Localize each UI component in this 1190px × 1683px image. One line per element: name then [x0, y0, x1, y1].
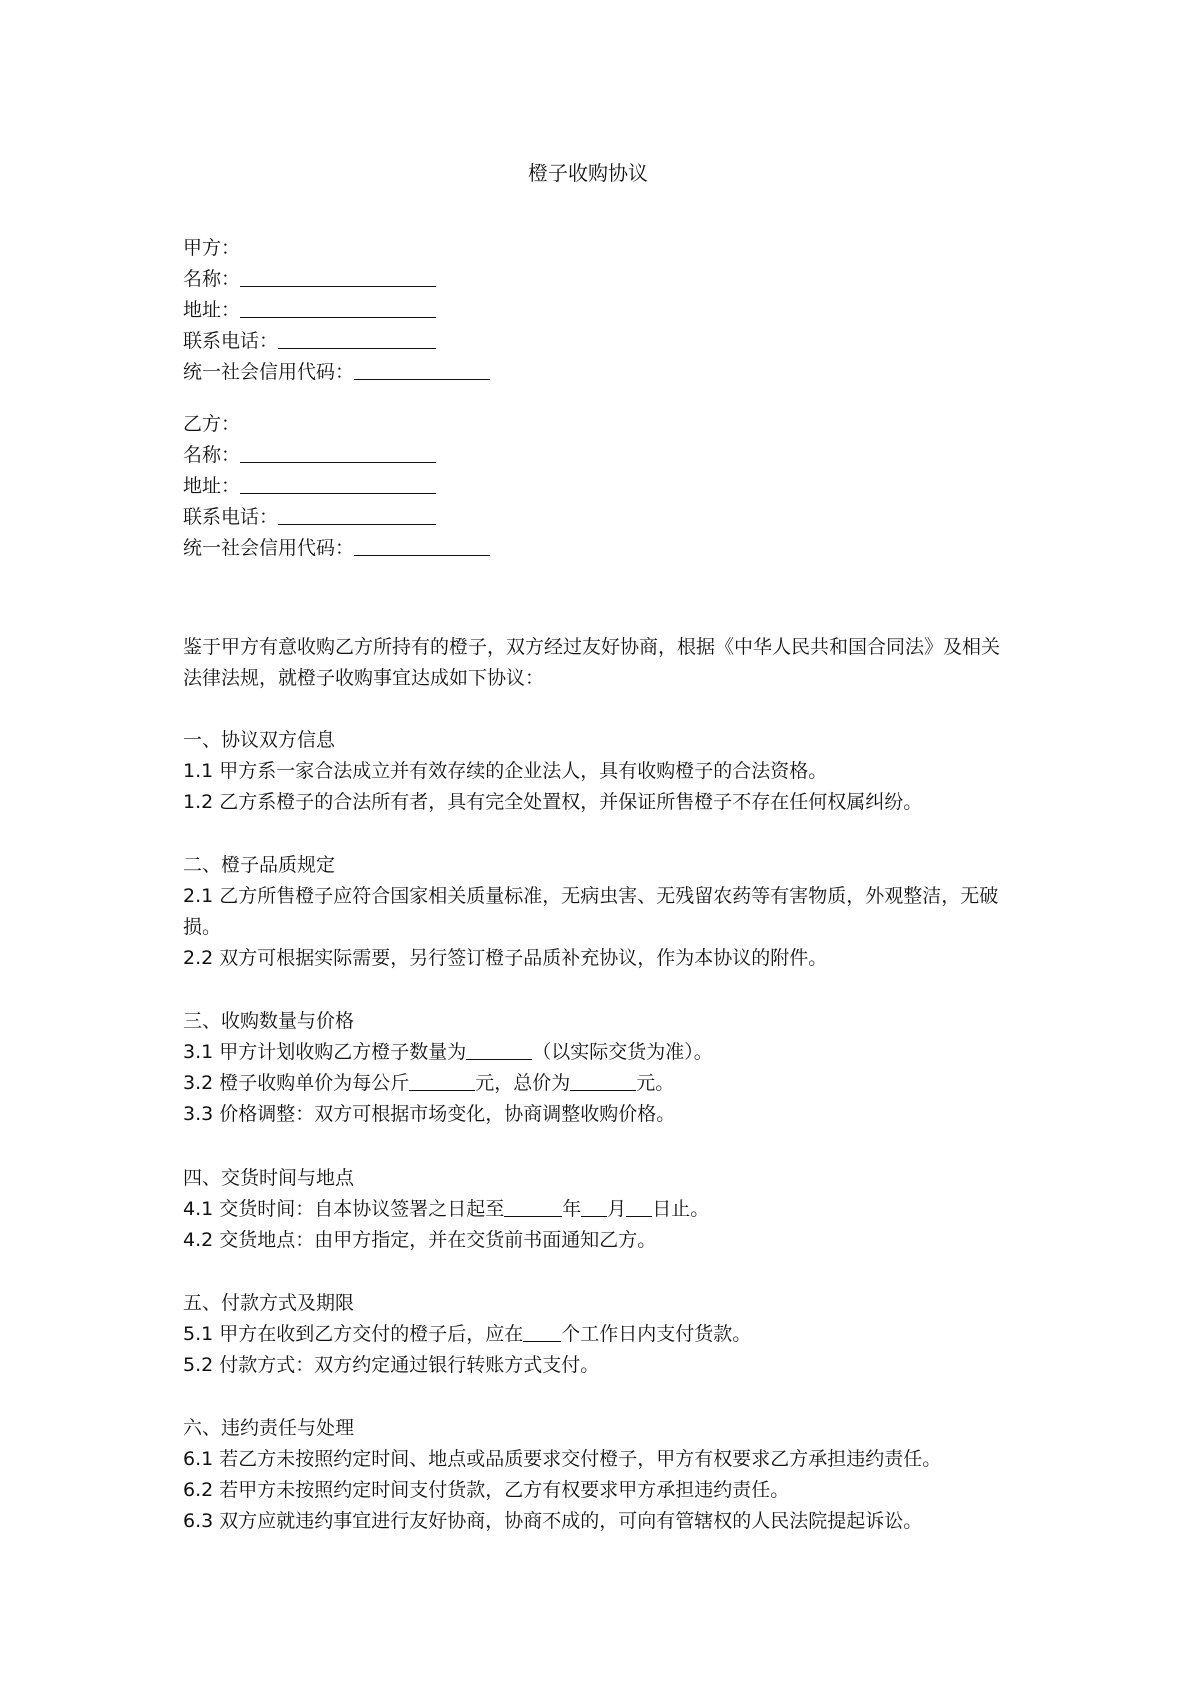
party-b-name-label: 名称： — [183, 444, 241, 466]
party-a-name-row — [183, 264, 1033, 295]
preamble-text: 鉴于甲方有意收购乙方所持有的橙子，双方经过友好协商，根据《中华人民共和国合同法》及相关法律法规，就橙子收购事宜达成如下协议： — [183, 636, 1001, 689]
clause-3-2-text-a: 3.2 橙子收购单价为每公斤 — [183, 1072, 410, 1094]
party-b-name-blank[interactable] — [240, 440, 436, 463]
party-b-address-label: 地址： — [183, 475, 241, 497]
party-a-credit-label: 统一社会信用代码： — [183, 361, 355, 383]
party-a-name-blank[interactable] — [240, 264, 436, 287]
clause-3-2 — [183, 1068, 1033, 1099]
clause-6-2: 6.2 若甲方未按照约定时间支付货款，乙方有权要求甲方承担违约责任。 — [183, 1479, 790, 1501]
delivery-day-blank[interactable] — [626, 1194, 652, 1217]
party-b-header: 乙方： — [183, 413, 241, 435]
clause-5-1 — [183, 1319, 1033, 1350]
party-b-address-row — [183, 471, 1033, 502]
clause-6-1: 6.1 若乙方未按照约定时间、地点或品质要求交付橙子，甲方有权要求乙方承担违约责任。 — [183, 1448, 942, 1470]
clause-1-1: 1.1 甲方系一家合法成立并有效存续的企业法人，具有收购橙子的合法资格。 — [183, 760, 828, 782]
party-b-phone-row — [183, 502, 1033, 533]
total-price-blank[interactable] — [570, 1068, 636, 1091]
clause-3-2-text-c: 元。 — [636, 1072, 675, 1094]
clause-3-1-text-b: （以实际交货为准）。 — [532, 1041, 713, 1063]
party-a-phone-blank[interactable] — [278, 326, 436, 349]
clause-3-1 — [183, 1037, 1033, 1068]
unit-price-blank[interactable] — [409, 1068, 475, 1091]
delivery-year-blank[interactable] — [504, 1194, 562, 1217]
section-4 — [183, 1163, 1033, 1256]
clause-1-2: 1.2 乙方系橙子的合法所有者，具有完全处置权，并保证所售橙子不存在任何权属纠纷。 — [183, 791, 923, 813]
section-5-heading: 五、付款方式及期限 — [183, 1292, 355, 1314]
party-a-credit-blank[interactable] — [354, 357, 490, 380]
party-b-address-blank[interactable] — [240, 471, 436, 494]
party-b-phone-blank[interactable] — [278, 502, 436, 525]
section-3-heading: 三、收购数量与价格 — [183, 1010, 355, 1032]
party-b-block — [183, 409, 1033, 564]
section-3 — [183, 1006, 1033, 1130]
clause-4-1-year: 年 — [562, 1198, 582, 1220]
clause-4-1 — [183, 1194, 1033, 1225]
delivery-month-blank[interactable] — [581, 1194, 607, 1217]
document-title: 橙子收购协议 — [528, 161, 648, 185]
section-1 — [183, 725, 1033, 818]
party-a-phone-row — [183, 326, 1033, 357]
party-b-credit-blank[interactable] — [354, 533, 490, 556]
clause-6-3: 6.3 双方应就违约事宜进行友好协商，协商不成的，可向有管辖权的人民法院提起诉讼。 — [183, 1510, 923, 1532]
party-a-block — [183, 233, 1033, 388]
quantity-blank[interactable] — [466, 1037, 532, 1060]
party-a-address-row — [183, 295, 1033, 326]
clause-5-1-text-a: 5.1 甲方在收到乙方交付的橙子后，应在 — [183, 1323, 524, 1345]
section-1-heading: 一、协议双方信息 — [183, 729, 336, 751]
clause-5-1-text-b: 个工作日内支付货款。 — [561, 1323, 752, 1345]
clause-4-1-month: 月 — [607, 1198, 627, 1220]
clause-4-2: 4.2 交货地点：由甲方指定，并在交货前书面通知乙方。 — [183, 1229, 657, 1251]
clause-4-1-day: 日止。 — [652, 1198, 710, 1220]
clause-2-2: 2.2 双方可根据实际需要，另行签订橙子品质补充协议，作为本协议的附件。 — [183, 947, 828, 969]
party-b-credit-label: 统一社会信用代码： — [183, 537, 355, 559]
clause-3-3: 3.3 价格调整：双方可根据市场变化，协商调整收购价格。 — [183, 1103, 676, 1125]
preamble — [183, 632, 1018, 694]
clause-3-1-text-a: 3.1 甲方计划收购乙方橙子数量为 — [183, 1041, 467, 1063]
clause-2-1: 2.1 乙方所售橙子应符合国家相关质量标准，无病虫害、无残留农药等有害物质，外观整洁，无破损。 — [183, 885, 999, 938]
clause-4-1-text-a: 4.1 交货时间：自本协议签署之日起至 — [183, 1198, 505, 1220]
party-a-credit-row — [183, 357, 1033, 388]
clause-5-2: 5.2 付款方式：双方约定通过银行转账方式支付。 — [183, 1354, 600, 1376]
party-a-address-blank[interactable] — [240, 295, 436, 318]
party-b-phone-label: 联系电话： — [183, 506, 279, 528]
section-2-heading: 二、橙子品质规定 — [183, 854, 336, 876]
section-6-heading: 六、违约责任与处理 — [183, 1417, 355, 1439]
party-b-name-row — [183, 440, 1033, 471]
payment-days-blank[interactable] — [523, 1319, 561, 1342]
party-a-phone-label: 联系电话： — [183, 330, 279, 352]
section-4-heading: 四、交货时间与地点 — [183, 1167, 355, 1189]
party-a-name-label: 名称： — [183, 268, 241, 290]
section-6 — [183, 1413, 1033, 1537]
section-5 — [183, 1288, 1033, 1381]
party-b-credit-row — [183, 533, 1033, 564]
section-2 — [183, 850, 1013, 974]
party-a-header: 甲方： — [183, 237, 241, 259]
party-a-address-label: 地址： — [183, 299, 241, 321]
clause-3-2-text-b: 元，总价为 — [475, 1072, 571, 1094]
